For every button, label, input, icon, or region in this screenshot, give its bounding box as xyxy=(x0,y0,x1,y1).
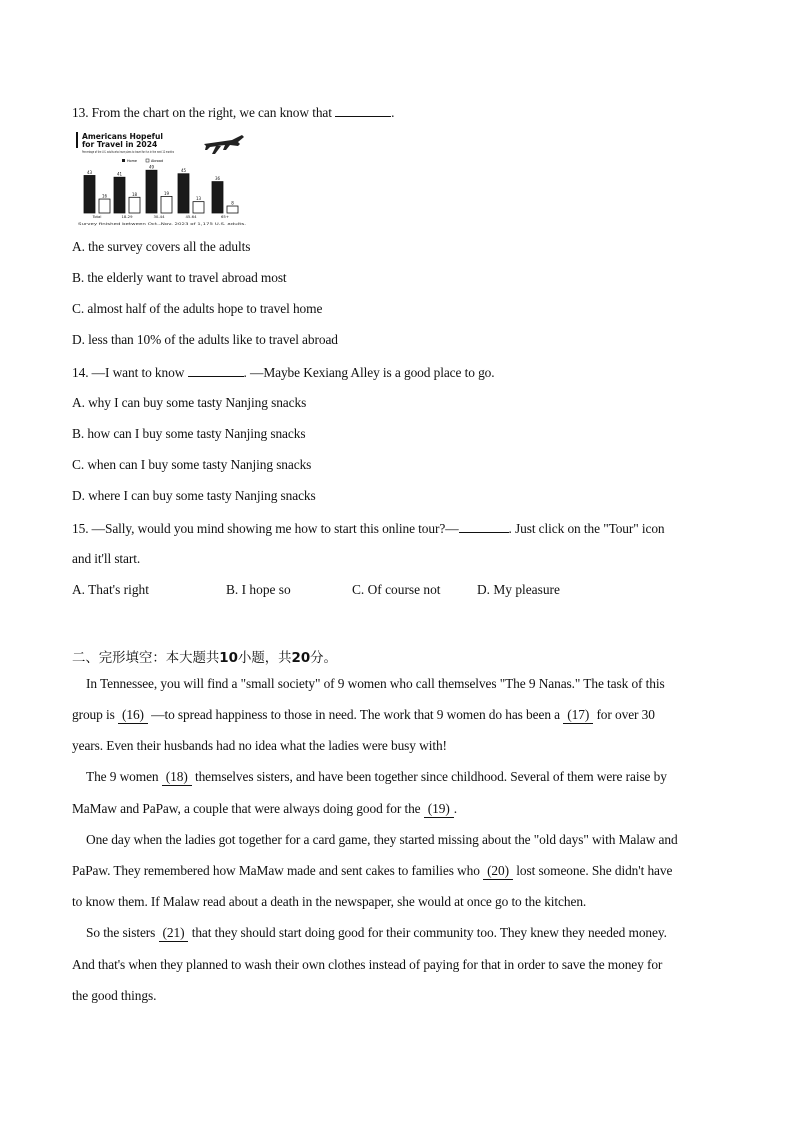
blank-21[interactable]: (21) xyxy=(159,925,189,942)
answer-blank xyxy=(459,520,509,533)
q15-option-b[interactable]: B. I hope so xyxy=(226,582,291,597)
q13-option-a[interactable]: A. the survey covers all the adults xyxy=(72,239,251,254)
question-15-stem: 15. —Sally, would you mind showing me how to start this online tour?— . Just click on the "Tour" icon xyxy=(72,521,665,536)
q13-option-d[interactable]: D. less than 10% of the adults like to travel abroad xyxy=(72,332,338,347)
x-tick-label: 18-29 xyxy=(121,214,133,219)
airplane-icon xyxy=(204,135,244,154)
passage-p1-line1: In Tennessee, you will find a "small society" of 9 women who call themselves "The 9 Nanas." The task of this xyxy=(86,676,665,691)
q14-option-b[interactable]: B. how can I buy some tasty Nanjing snacks xyxy=(72,426,306,441)
q14-option-c[interactable]: C. when can I buy some tasty Nanjing snacks xyxy=(72,457,312,472)
x-tick-label: 30-44 xyxy=(153,214,165,219)
chart-x-labels xyxy=(92,214,229,219)
bar-home-1829 xyxy=(114,177,125,213)
chart-bars xyxy=(84,165,238,213)
bar-value-label: 8 xyxy=(231,200,234,206)
x-tick-label: 65+ xyxy=(220,214,230,219)
blank-19[interactable]: (19) xyxy=(424,801,454,818)
blank-18[interactable]: (18) xyxy=(162,769,192,786)
blank-16[interactable]: (16) xyxy=(118,707,148,724)
chart-subtitle: Percentage of the U.S. adults who have plans to travel for fun in the next 12 months xyxy=(82,150,175,154)
x-tick-label: Total xyxy=(92,214,102,219)
bar-value-label: 18 xyxy=(131,191,138,197)
q14-option-a[interactable]: A. why I can buy some tasty Nanjing snacks xyxy=(72,395,307,410)
passage-p2-line2: MaMaw and PaPaw, a couple that were always doing good for the (19) . xyxy=(72,801,457,816)
blank-20[interactable]: (20) xyxy=(483,863,513,880)
blank-17[interactable]: (17) xyxy=(563,707,593,724)
bar-value-label: 41 xyxy=(116,171,123,177)
bar-value-label: 43 xyxy=(86,169,93,175)
passage-p3-line3: to know them. If Malaw read about a death in the newspaper, she would at once go to the kitchen. xyxy=(72,894,587,909)
passage-p1-line2: group is (16) —to spread happiness to those in need. The work that 9 women do has been a (17) for over 30 xyxy=(72,707,655,722)
passage-p4-line2: And that's when they planned to wash their own clothes instead of paying for that in order to save the money for xyxy=(72,957,663,972)
answer-blank xyxy=(335,104,391,117)
bar-value-label: 49 xyxy=(148,164,155,170)
bar-home-total xyxy=(84,175,95,213)
bar-value-label: 19 xyxy=(163,190,170,196)
chart-footnote: Survey finished between Oct.-Nov. 2023 of 1,175 U.S. adults. xyxy=(78,222,246,226)
legend-abroad-swatch xyxy=(146,159,149,162)
bar-value-label: 45 xyxy=(180,168,187,174)
bar-abroad-total xyxy=(99,199,110,213)
answer-blank xyxy=(188,364,244,377)
legend-home-label: Home xyxy=(127,159,138,163)
passage-p3-line2: PaPaw. They remembered how MaMaw made and sent cakes to families who (20) lost someone. She didn't have xyxy=(72,863,673,878)
bar-abroad-1829 xyxy=(129,197,140,213)
passage-p3-line1: One day when the ladies got together for a card game, they started missing about the "old days" with Malaw and xyxy=(86,832,678,847)
bar-abroad-65 xyxy=(227,206,238,213)
chart-title: Americans Hopeful for Travel in 2024 xyxy=(82,132,163,149)
chart-legend xyxy=(122,159,163,163)
title-bar-accent xyxy=(76,132,78,148)
q15-option-c[interactable]: C. Of course not xyxy=(352,582,441,597)
question-15-stem-cont: and it'll start. xyxy=(72,551,141,566)
passage-p4-line3: the good things. xyxy=(72,988,157,1003)
bar-home-3044 xyxy=(146,170,157,213)
bar-value-label: 36 xyxy=(214,176,221,182)
q13-option-b[interactable]: B. the elderly want to travel abroad most xyxy=(72,270,287,285)
question-13-stem: 13. From the chart on the right, we can know that . xyxy=(72,105,395,120)
q15-option-d[interactable]: D. My pleasure xyxy=(477,582,560,597)
travel-chart-svg xyxy=(74,128,246,228)
bar-abroad-3044 xyxy=(161,196,172,213)
q15-option-a[interactable]: A. That's right xyxy=(72,582,149,597)
legend-home-swatch xyxy=(122,159,125,162)
bar-value-label: 13 xyxy=(195,196,202,202)
travel-chart xyxy=(74,128,246,228)
section-2-heading: 二、完形填空：本大题共10小题，共20分。 xyxy=(72,651,337,666)
bar-home-4564 xyxy=(178,174,189,213)
passage-p1-line3: years. Even their husbands had no idea what the ladies were busy with! xyxy=(72,738,447,753)
question-14-stem: 14. —I want to know . —Maybe Kexiang Alley is a good place to go. xyxy=(72,365,495,380)
q14-option-d[interactable]: D. where I can buy some tasty Nanjing snacks xyxy=(72,488,316,503)
passage-p4-line1: So the sisters (21) that they should start doing good for their community too. They knew they needed money. xyxy=(86,925,667,940)
x-tick-label: 45-64 xyxy=(185,214,197,219)
passage-p2-line1: The 9 women (18) themselves sisters, and have been together since childhood. Several of them were raise by xyxy=(86,769,667,784)
q13-option-c[interactable]: C. almost half of the adults hope to travel home xyxy=(72,301,323,316)
bar-home-65 xyxy=(212,182,223,213)
legend-abroad-label: Abroad xyxy=(151,159,164,163)
bar-value-label: 16 xyxy=(101,193,108,199)
bar-abroad-4564 xyxy=(193,202,204,213)
